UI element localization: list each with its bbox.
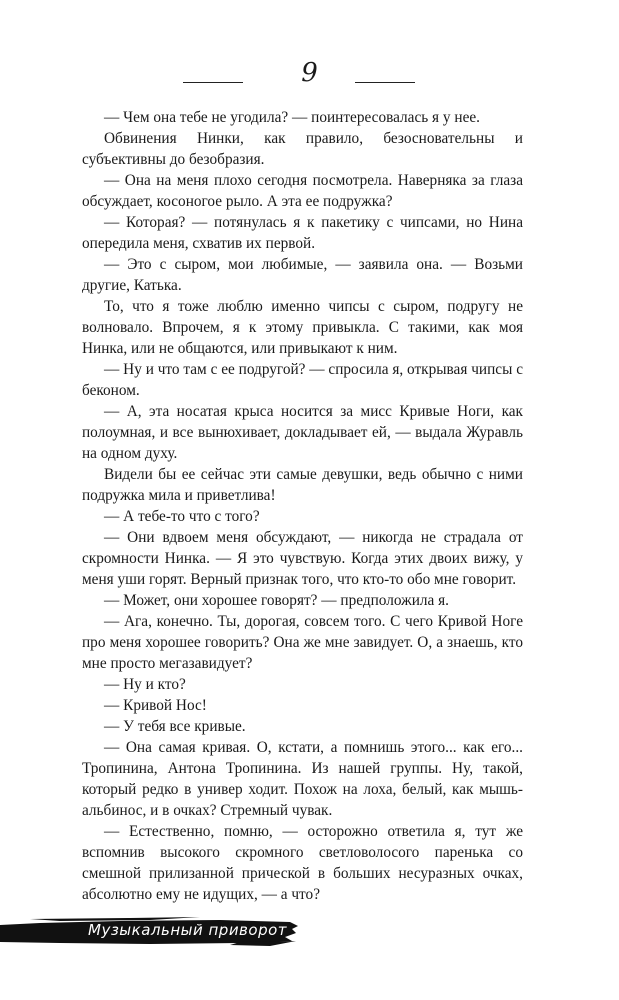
paragraph: — У тебя все кривые.: [104, 718, 246, 735]
paragraph: — Ну и что там с ее подругой? — спросила я, открывая чипсы с беконом.: [82, 361, 523, 399]
paragraph: — Ага, конечно. Ты, дорогая, совсем того. С чего Кривой Ноге про меня хорошее говорить? Она же мне завидует. О, а знаешь, кто мне просто мегазавидует?: [82, 613, 523, 672]
paragraph: — Ну и кто?: [104, 676, 186, 693]
paragraph: Видели бы ее сейчас эти самые девушки, ведь обычно с ними подружка мила и приветлива!: [82, 466, 523, 504]
paragraph: — Может, они хорошее говорят? — предположила я.: [104, 592, 450, 609]
paragraph: — Кривой Нос!: [104, 697, 207, 714]
paragraph: То, что я тоже люблю именно чипсы с сыром, подругу не волновало. Впрочем, я к этому привыкла. С такими, как моя Нинка, или не общаются, или привыкают к ним.: [82, 298, 523, 357]
paragraph: — Естественно, помню, — осторожно ответила я, тут же вспомнив высокого скромного светловолосого паренька со смешной прилизанной прической в больших несуразных очках, абсолютно ему не идущих, — а что?: [82, 823, 523, 903]
page-header: [0, 58, 619, 98]
footer-book-title: Музыкальный приворот: [88, 921, 288, 939]
paragraph: — Она на меня плохо сегодня посмотрела. Наверняка за глаза обсуждает, косоногое рыло. А эта ее подружка?: [82, 172, 523, 210]
paragraph: Обвинения Нинки, как правило, безосновательны и субъективны до безобразия.: [82, 130, 523, 168]
paragraph: — А, эта носатая крыса носится за мисс Кривые Ноги, как полоумная, и все вынюхивает, докладывает ей, — выдала Журавль на одном духу.: [82, 403, 523, 462]
page-number: 9: [301, 58, 318, 88]
paragraph: — Она самая кривая. О, кстати, а помнишь этого... как его... Тропинина, Антона Тропинина. Из нашей группы. Ну, такой, который редко в универ ходит. Похож на лоха, белый, как мышь-альбинос, и в очках? Стремный чувак.: [82, 739, 523, 819]
paragraph: — Это с сыром, мои любимые, — заявила она. — Возьми другие, Катька.: [82, 256, 523, 294]
paragraph: — Чем она тебе не угодила? — поинтересовалась я у нее.: [104, 109, 480, 126]
paragraph: — А тебе-то что с того?: [104, 508, 260, 525]
footer-book-title-banner: [0, 915, 300, 949]
paragraph: — Которая? — потянулась я к пакетику с чипсами, но Нина опередила меня, схватив их первой.: [82, 214, 523, 252]
paragraph: — Они вдвоем меня обсуждают, — никогда не страдала от скромности Нинка. — Я это чувствую. Когда этих двоих вижу, у меня уши горят. Верный признак того, что кто-то обо мне говорит.: [82, 529, 523, 588]
header-rule-right: [355, 82, 415, 83]
body-text: [82, 107, 523, 905]
